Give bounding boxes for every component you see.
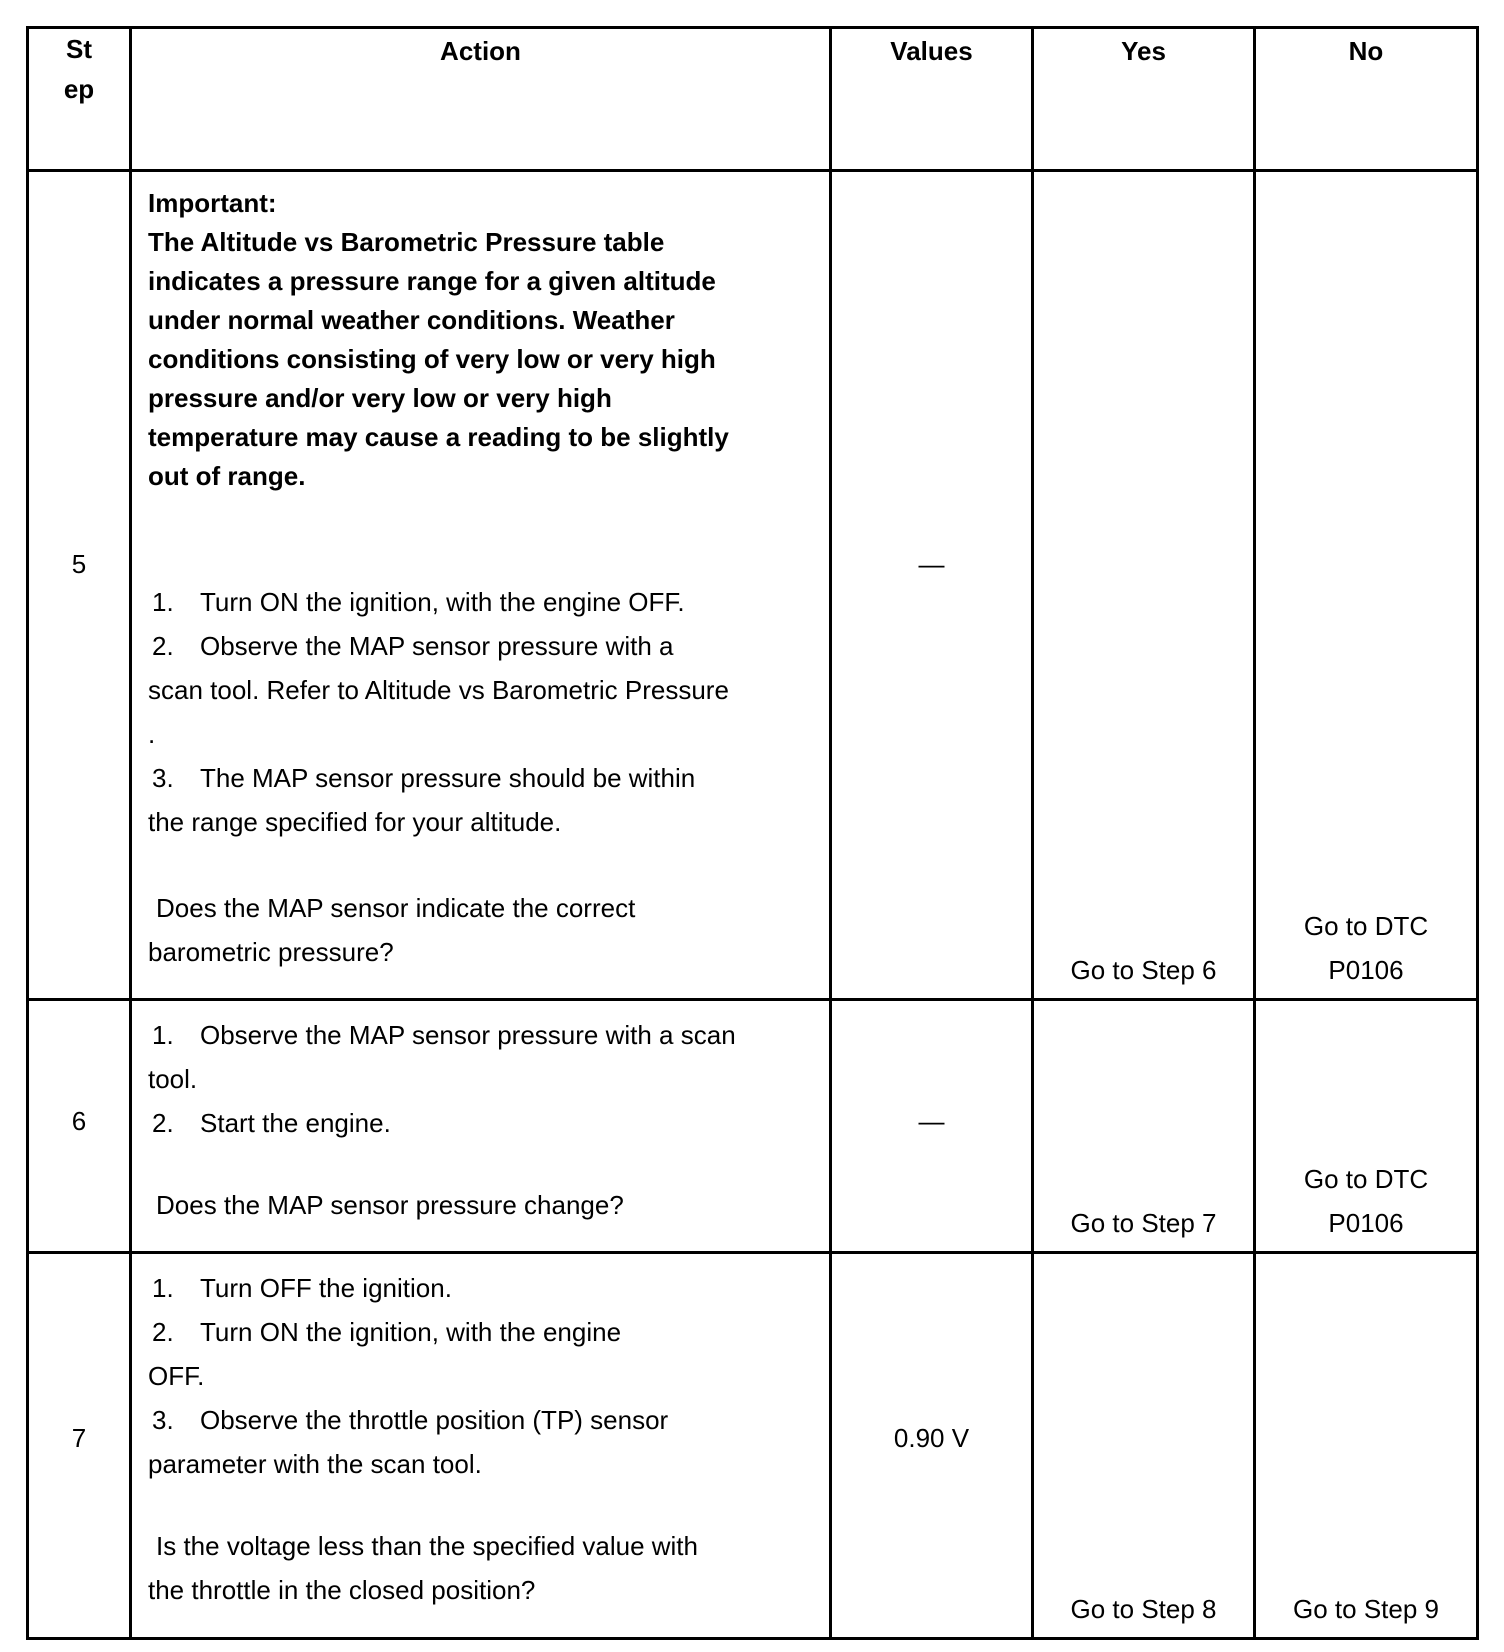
step-number: 7 — [71, 1423, 87, 1453]
important-heading: Important: — [148, 188, 277, 218]
no-link[interactable]: Go to DTC P0106 — [1303, 911, 1429, 985]
important-line: indicates a pressure range for a given altitude — [148, 266, 716, 296]
yes-link[interactable]: Go to Step 7 — [1070, 1208, 1217, 1238]
step-cell — [28, 1000, 131, 1253]
no-link[interactable]: Go to Step 9 — [1293, 1594, 1439, 1624]
yes-cell — [1033, 1253, 1255, 1639]
list-item: 3. The MAP sensor pressure should be within the range specified for your altitude. — [148, 763, 696, 837]
yes-cell — [1033, 1000, 1255, 1253]
values-cell — [831, 1000, 1033, 1253]
action-cell — [131, 1000, 831, 1253]
value-text: — — [918, 549, 945, 579]
diagnostic-table — [26, 26, 1479, 1640]
step-cell — [28, 171, 131, 1000]
procedure-steps — [148, 1013, 807, 1145]
list-item: 3. Observe the throttle position (TP) sensor parameter with the scan tool. — [148, 1405, 669, 1479]
question-text: Does the MAP sensor indicate the correct barometric pressure? — [148, 893, 636, 967]
question-text: Is the voltage less than the specified value with the throttle in the closed position? — [148, 1531, 698, 1605]
question-text: Does the MAP sensor pressure change? — [156, 1190, 624, 1220]
step-cell — [28, 1253, 131, 1639]
header-step-line2: ep — [63, 74, 95, 104]
important-note — [148, 184, 807, 496]
table-row-step-6 — [28, 1000, 1478, 1253]
list-item: 2. Observe the MAP sensor pressure with a scan tool. Refer to Altitude vs Barometric Pressure . — [148, 631, 729, 749]
list-item: 2. Start the engine. — [152, 1108, 391, 1138]
no-link[interactable]: Go to DTC P0106 — [1303, 1164, 1429, 1238]
header-yes: Yes — [1033, 28, 1255, 171]
no-cell — [1255, 1000, 1478, 1253]
header-step — [28, 28, 131, 171]
value-text: — — [918, 1106, 945, 1136]
important-line: pressure and/or very low or very high — [148, 383, 612, 413]
important-line: under normal weather conditions. Weather — [148, 305, 675, 335]
action-cell — [131, 1253, 831, 1639]
table-row-step-7 — [28, 1253, 1478, 1639]
no-cell — [1255, 1253, 1478, 1639]
important-line: temperature may cause a reading to be slightly — [148, 422, 729, 452]
header-step-line1: St — [66, 34, 92, 64]
diagnostic-table-container — [26, 26, 1479, 1640]
list-item: 2. Turn ON the ignition, with the engine OFF. — [148, 1317, 622, 1391]
header-action: Action — [131, 28, 831, 171]
value-text: 0.90 V — [893, 1423, 970, 1453]
list-item: 1. Turn ON the ignition, with the engine OFF. — [152, 587, 685, 617]
header-no: No — [1255, 28, 1478, 171]
header-values: Values — [831, 28, 1033, 171]
list-item: 1. Turn OFF the ignition. — [152, 1273, 452, 1303]
yes-cell — [1033, 171, 1255, 1000]
procedure-steps — [148, 580, 807, 844]
values-cell — [831, 171, 1033, 1000]
important-line: conditions consisting of very low or very high — [148, 344, 716, 374]
step-number: 6 — [71, 1106, 87, 1136]
procedure-steps — [148, 1266, 807, 1486]
action-cell — [131, 171, 831, 1000]
table-row-step-5 — [28, 171, 1478, 1000]
values-cell — [831, 1253, 1033, 1639]
important-line: out of range. — [148, 461, 306, 491]
header-row — [28, 28, 1478, 171]
important-line: The Altitude vs Barometric Pressure table — [148, 227, 665, 257]
list-item: 1. Observe the MAP sensor pressure with a scan tool. — [148, 1020, 736, 1094]
step-number: 5 — [71, 549, 87, 579]
yes-link[interactable]: Go to Step 8 — [1070, 1594, 1217, 1624]
no-cell — [1255, 171, 1478, 1000]
yes-link[interactable]: Go to Step 6 — [1070, 955, 1217, 985]
